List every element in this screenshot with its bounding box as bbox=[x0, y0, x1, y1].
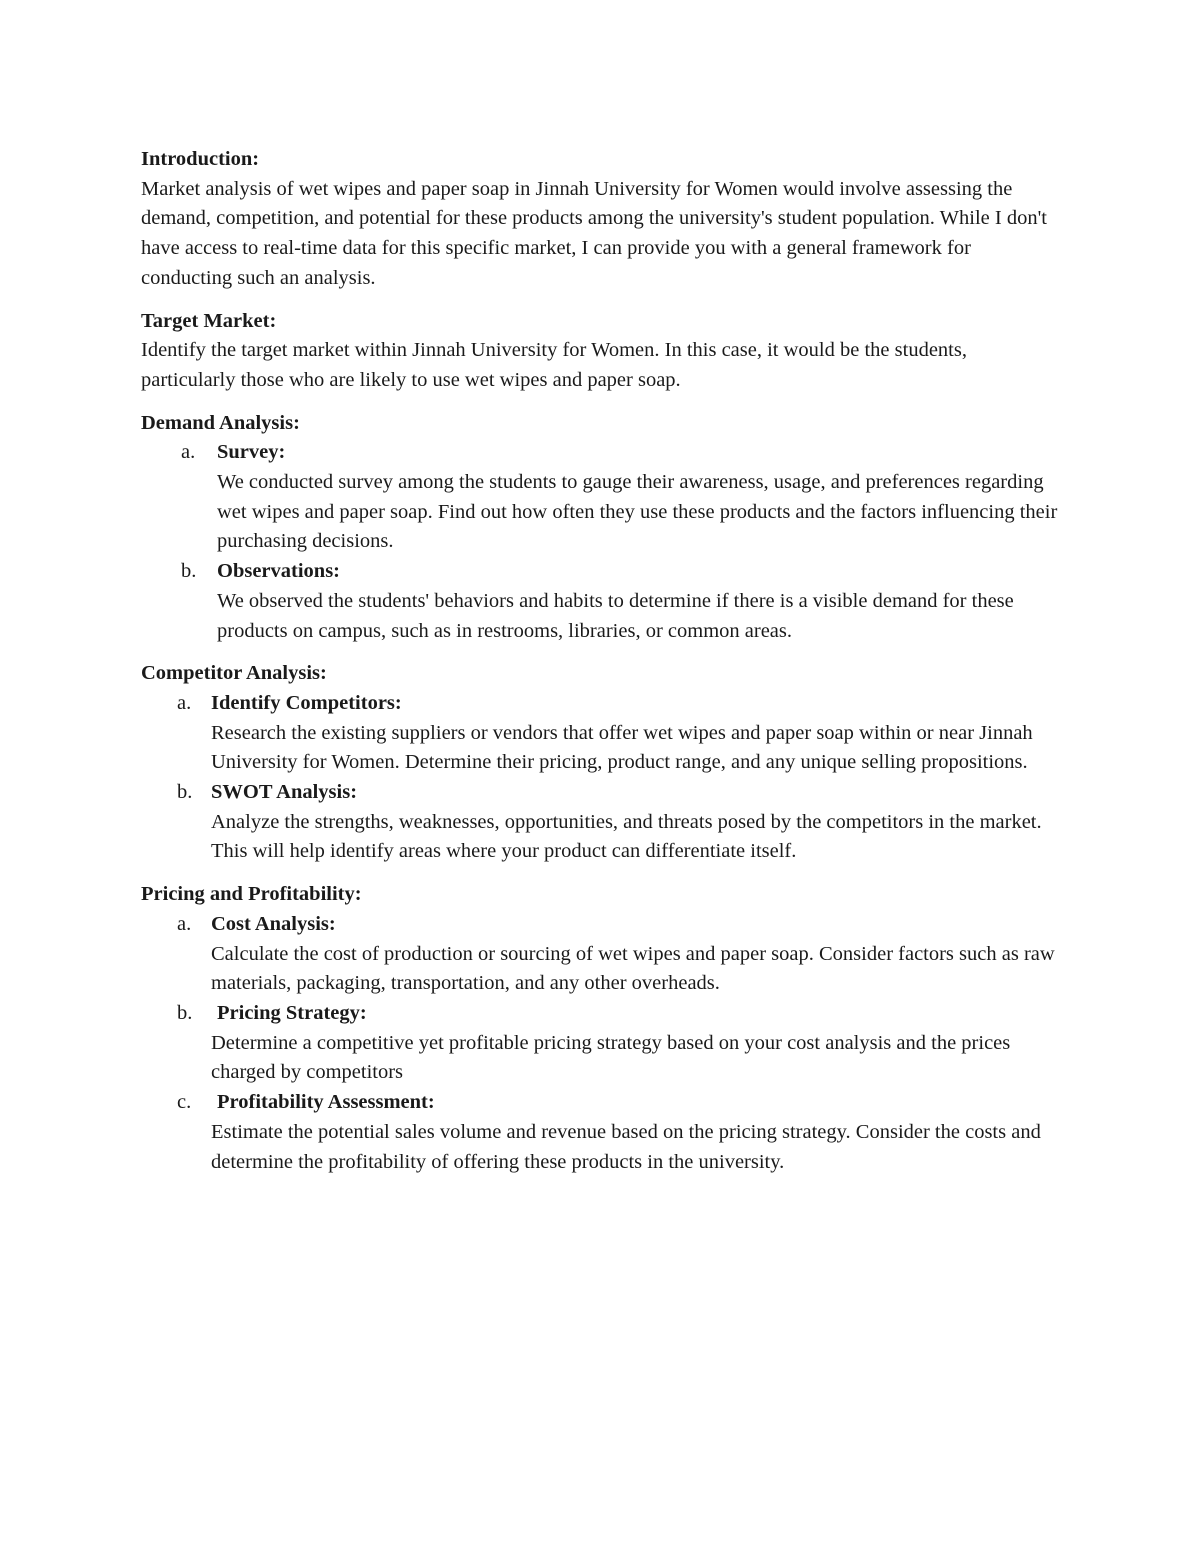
demand-analysis-heading: Demand Analysis: bbox=[141, 411, 300, 434]
list-item bbox=[141, 999, 1066, 1088]
section-target-market bbox=[141, 307, 1066, 396]
target-market-heading: Target Market: bbox=[141, 309, 277, 332]
pricing-profitability-heading: Pricing and Profitability: bbox=[141, 883, 362, 906]
introduction-body: Market analysis of wet wipes and paper soap in Jinnah University for Women would involve assessing the demand, competition, and potential for these products among the university's student population. While I don't have access to real-time data for this specific market, I can provide you with a general framework for conducting such an analysis. bbox=[141, 177, 1047, 289]
list-marker: c. bbox=[177, 1091, 192, 1114]
list-item-body: Calculate the cost of production or sourcing of wet wipes and paper soap. Consider factors such as raw materials, packaging, transportation, and any other overheads. bbox=[211, 942, 1055, 995]
list-item-title: SWOT Analysis: bbox=[211, 781, 358, 804]
document-page bbox=[141, 145, 1066, 1190]
list-item-title: Identify Competitors: bbox=[211, 691, 402, 714]
list-marker: b. bbox=[177, 781, 193, 804]
demand-analysis-list bbox=[141, 438, 1066, 646]
list-item-title: Observations: bbox=[217, 560, 340, 583]
list-marker: a. bbox=[177, 691, 192, 714]
list-marker: b. bbox=[177, 1001, 193, 1024]
section-introduction bbox=[141, 145, 1066, 294]
list-marker: a. bbox=[177, 912, 192, 935]
section-demand-analysis bbox=[141, 409, 1066, 647]
list-item-body: Determine a competitive yet profitable pricing strategy based on your cost analysis and the prices charged by competitors bbox=[211, 1031, 1011, 1084]
list-item-body: Estimate the potential sales volume and revenue based on the pricing strategy. Consider the costs and determine the profitability of offering these products in the university. bbox=[211, 1120, 1041, 1173]
list-item bbox=[141, 1088, 1066, 1177]
list-item bbox=[141, 438, 1066, 557]
introduction-heading: Introduction: bbox=[141, 148, 260, 170]
list-marker: b. bbox=[181, 560, 197, 583]
list-marker: a. bbox=[181, 441, 196, 464]
list-item bbox=[141, 910, 1066, 999]
list-item-body: We observed the students' behaviors and habits to determine if there is a visible demand for these products on campus, such as in restrooms, libraries, or common areas. bbox=[217, 589, 1014, 642]
list-item bbox=[141, 778, 1066, 867]
list-item bbox=[141, 557, 1066, 646]
competitor-analysis-list bbox=[141, 689, 1066, 867]
list-item-title: Pricing Strategy: bbox=[217, 1001, 367, 1024]
list-item-body: We conducted survey among the students to gauge their awareness, usage, and preferences regarding wet wipes and paper soap. Find out how often they use these products and the factors influencing their purchasing decisions. bbox=[217, 471, 1058, 553]
list-item-title: Cost Analysis: bbox=[211, 912, 336, 935]
list-item-title: Profitability Assessment: bbox=[217, 1091, 435, 1114]
list-item-body: Analyze the strengths, weaknesses, opportunities, and threats posed by the competitors in the market. This will help identify areas where your product can differentiate itself. bbox=[211, 810, 1042, 863]
competitor-analysis-heading: Competitor Analysis: bbox=[141, 662, 327, 685]
list-item bbox=[141, 689, 1066, 778]
pricing-profitability-list bbox=[141, 910, 1066, 1177]
section-pricing-profitability bbox=[141, 880, 1066, 1177]
list-item-body: Research the existing suppliers or vendors that offer wet wipes and paper soap within or near Jinnah University for Women. Determine their pricing, product range, and any unique selling propositions. bbox=[211, 721, 1033, 774]
target-market-body: Identify the target market within Jinnah University for Women. In this case, it would be the students, particularly those who are likely to use wet wipes and paper soap. bbox=[141, 339, 967, 391]
list-item-title: Survey: bbox=[217, 441, 286, 464]
section-competitor-analysis bbox=[141, 659, 1066, 867]
